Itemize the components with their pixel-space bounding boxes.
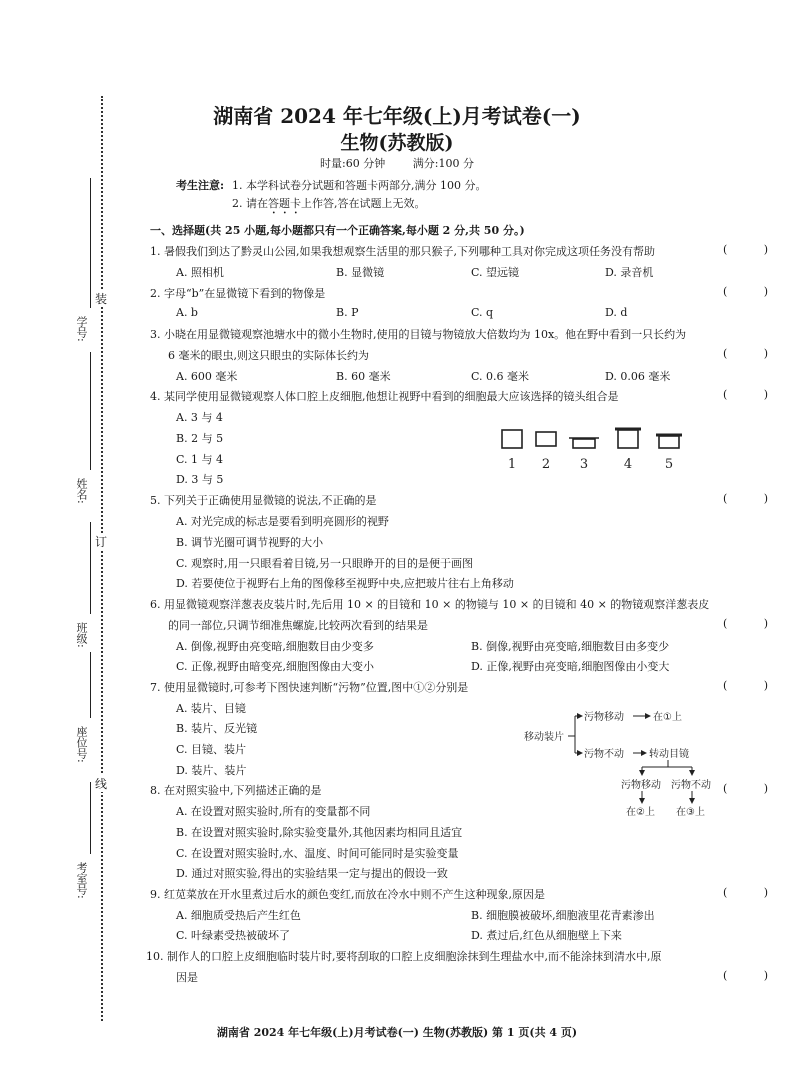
q9-option-d: D. 煮过后,红色从细胞壁上下来 — [471, 929, 622, 942]
q10-stem-line1: 10. 制作人的口腔上皮细胞临时装片时,要将刮取的口腔上皮细胞涂抹到生理盐水中,而不能涂抹到清水中,原 — [146, 950, 662, 963]
flow-turn-eyepiece: 转动目镜 — [649, 749, 689, 760]
exam-meta — [0, 155, 794, 171]
binding-dotted-line — [101, 96, 103, 1021]
field-name-line[interactable] — [90, 352, 91, 470]
q3-option-c: C. 0.6 毫米 — [471, 370, 530, 383]
q8-option-a: A. 在设置对照实验时,所有的变量都不同 — [176, 805, 371, 818]
q4-answer-paren[interactable]: ( ) — [723, 388, 768, 401]
q10-stem-line2: 因是 — [176, 971, 198, 984]
q9-option-a: A. 细胞质受热后产生红色 — [176, 909, 301, 922]
q9-option-c: C. 叶绿素受热被破坏了 — [176, 929, 291, 942]
exam-subtitle: 生物(苏教版) — [340, 132, 454, 154]
q1-option-c: C. 望远镜 — [471, 266, 520, 279]
binding-word-zhuang: 装 — [95, 292, 108, 306]
dirt-flowchart — [520, 703, 720, 823]
q9-option-b: B. 细胞膜被破坏,细胞液里花青素渗出 — [471, 909, 655, 922]
q8-stem: 8. 在对照实验中,下列描述正确的是 — [150, 784, 322, 797]
q10-answer-paren[interactable]: ( ) — [723, 969, 768, 982]
flow-dirt-still: 污物不动 — [584, 749, 624, 760]
section-heading: 一、选择题(共 25 小题,每小题都只有一个正确答案,每小题 2 分,共 50 分。) — [150, 224, 525, 237]
q5-option-b: B. 调节光圈可调节视野的大小 — [176, 536, 324, 549]
lens-label-3: 3 — [579, 457, 589, 472]
lens-3-icon — [573, 439, 595, 448]
q3-stem-line1: 3. 小晓在用显微镜观察池塘水中的微小生物时,使用的目镜与物镜放大倍数均为 10x。他在野中看到一只长约为 — [150, 328, 687, 341]
q1-option-a: A. 照相机 — [176, 266, 224, 279]
notice-item-1: 1. 本学科试卷分试题和答题卡两部分,满分 100 分。 — [232, 179, 487, 192]
q8-option-b: B. 在设置对照实验时,除实验变量外,其他因素均相同且适宜 — [176, 826, 463, 839]
q7-option-a: A. 装片、目镜 — [176, 702, 246, 715]
q5-option-d: D. 若要使位于视野右上角的图像移至视野中央,应把玻片往右上角移动 — [176, 577, 514, 590]
q4-option-a: A. 3 与 4 — [176, 411, 223, 424]
field-seat: 座位号: — [75, 726, 88, 763]
notice-label: 考生注意: — [176, 179, 225, 192]
q5-stem: 5. 下列关于正确使用显微镜的说法,不正确的是 — [150, 494, 377, 507]
q9-answer-paren[interactable]: ( ) — [723, 886, 768, 899]
binding-word-ding: 订 — [95, 535, 108, 549]
q7-stem: 7. 使用显微镜时,可参考下图快速判断“污物”位置,图中①②分别是 — [150, 681, 469, 694]
lens-label-1: 1 — [507, 457, 517, 472]
lens-label-4: 4 — [623, 457, 633, 472]
flow-at-3: 在③上 — [676, 807, 705, 818]
q3-answer-paren[interactable]: ( ) — [723, 347, 768, 360]
q7-option-c: C. 目镜、装片 — [176, 743, 247, 756]
q8-option-d: D. 通过对照实验,得出的实验结果一定与提出的假设一致 — [176, 867, 448, 880]
q7-option-d: D. 装片、装片 — [176, 764, 247, 777]
flow-dirt-moves-2: 污物移动 — [621, 780, 661, 791]
field-exam-room: 考室号: — [75, 862, 88, 899]
q2-option-b: B. P — [336, 306, 359, 319]
q4-option-b: B. 2 与 5 — [176, 432, 224, 445]
lens-label-5: 5 — [664, 457, 674, 472]
field-student-id-line[interactable] — [90, 178, 91, 308]
lens-2-icon — [536, 432, 556, 446]
q8-answer-paren[interactable]: ( ) — [723, 782, 768, 795]
field-student-id: 学号: — [75, 316, 88, 342]
notice-item-2: 2. 请在答题卡上作答,答在试题上无效。 — [232, 197, 426, 210]
q3-stem-line2: 6 毫米的眼虫,则这只眼虫的实际体长约为 — [168, 349, 369, 362]
q3-option-d: D. 0.06 毫米 — [605, 370, 671, 383]
q6-stem-line1: 6. 用显微镜观察洋葱表皮装片时,先后用 10 × 的目镜和 10 × 的物镜与 10 × 的目镜和 40 × 的物镜观察洋葱表皮 — [150, 598, 710, 611]
q9-stem: 9. 红苋菜放在开水里煮过后水的颜色变红,而放在冷水中则不产生这种现象,原因是 — [150, 888, 545, 901]
q2-stem: 2. 字母“b”在显微镜下看到的物像是 — [150, 287, 326, 300]
field-name: 姓名: — [75, 478, 88, 504]
q8-option-c: C. 在设置对照实验时,水、温度、时间可能同时是实验变量 — [176, 847, 459, 860]
field-exam-room-line[interactable] — [90, 782, 91, 854]
field-seat-line[interactable] — [90, 652, 91, 718]
q1-option-d: D. 录音机 — [605, 266, 654, 279]
q1-stem: 1. 暑假我们到达了黔灵山公园,如果我想观察生活里的那只猴子,下列哪种工具对你完成这项任务没有帮助 — [150, 245, 655, 258]
q6-option-c: C. 正像,视野由暗变亮,细胞图像由大变小 — [176, 660, 375, 673]
lens-5-icon — [659, 436, 679, 448]
flow-at-1: 在①上 — [653, 712, 682, 723]
lens-figure — [495, 422, 695, 474]
lens-4-icon — [618, 430, 638, 448]
q2-answer-paren[interactable]: ( ) — [723, 285, 768, 298]
lens-label-2: 2 — [541, 457, 551, 472]
q1-option-b: B. 显微镜 — [336, 266, 385, 279]
q5-option-c: C. 观察时,用一只眼看着目镜,另一只眼睁开的目的是便于画图 — [176, 557, 474, 570]
q1-answer-paren[interactable]: ( ) — [723, 243, 768, 256]
flow-at-2: 在②上 — [626, 807, 655, 818]
q5-answer-paren[interactable]: ( ) — [723, 492, 768, 505]
page-footer: 湖南省 2024 年七年级(上)月考试卷(一) 生物(苏教版) 第 1 页(共 4 页) — [216, 1026, 578, 1039]
q2-option-d: D. d — [605, 306, 628, 319]
q3-option-a: A. 600 毫米 — [176, 370, 238, 383]
q7-option-b: B. 装片、反光镜 — [176, 722, 258, 735]
full-score: 满分:100 分 — [412, 157, 474, 170]
q7-answer-paren[interactable]: ( ) — [723, 679, 768, 692]
q4-option-d: D. 3 与 5 — [176, 473, 224, 486]
q4-option-c: C. 1 与 4 — [176, 453, 224, 466]
q6-option-a: A. 倒像,视野由亮变暗,细胞数目由少变多 — [176, 640, 374, 653]
q4-stem: 4. 某同学使用显微镜观察人体口腔上皮细胞,他想让视野中看到的细胞最大应该选择的镜头组合是 — [150, 390, 619, 403]
q3-option-b: B. 60 毫米 — [336, 370, 391, 383]
field-class: 班级: — [75, 622, 88, 648]
flow-dirt-still-2: 污物不动 — [671, 780, 711, 791]
q6-stem-line2: 的同一部位,只调节细准焦螺旋,比较两次看到的结果是 — [168, 619, 428, 632]
q6-option-b: B. 倒像,视野由亮变暗,细胞数目由多变少 — [471, 640, 670, 653]
q2-option-c: C. q — [471, 306, 494, 319]
q6-option-d: D. 正像,视野由亮变暗,细胞图像由小变大 — [471, 660, 670, 673]
binding-word-xian: 线 — [95, 777, 108, 791]
time-limit: 时量:60 分钟 — [320, 157, 386, 170]
lens-1-icon — [502, 430, 522, 448]
exam-title: 湖南省 2024 年七年级(上)月考试卷(一) — [213, 104, 581, 128]
q6-answer-paren[interactable]: ( ) — [723, 617, 768, 630]
flow-dirt-moves: 污物移动 — [584, 712, 624, 723]
flow-move-slide: 移动装片 — [524, 732, 564, 743]
q2-option-a: A. b — [176, 306, 198, 319]
field-class-line[interactable] — [90, 522, 91, 614]
q5-option-a: A. 对光完成的标志是要看到明亮圆形的视野 — [176, 515, 389, 528]
